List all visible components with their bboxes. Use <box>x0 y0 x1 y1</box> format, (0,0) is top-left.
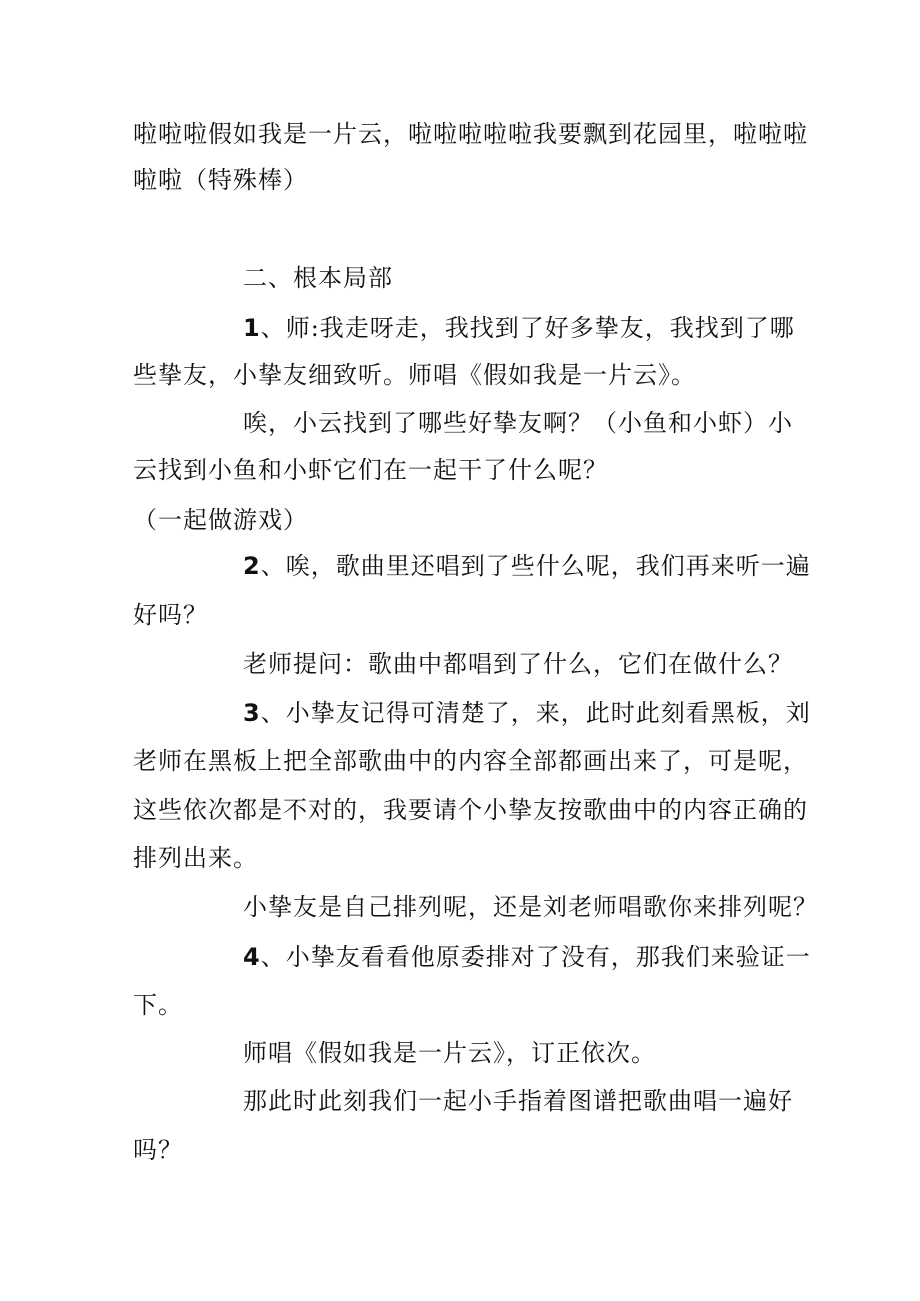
paragraph-line: 2、唉，歌曲里还唱到了些什么呢，我们再来听一遍 <box>243 552 811 580</box>
paragraph-line: 那此时此刻我们一起小手指着图谱把歌曲唱一遍好 <box>243 1087 793 1115</box>
item-number: 3 <box>243 699 261 727</box>
paragraph-line: （一起做游戏） <box>133 506 308 534</box>
paragraph-line: 这些依次都是不对的，我要请个小挚友按歌曲中的内容正确的 <box>133 796 808 824</box>
paragraph-line: 吗？ <box>133 1136 183 1164</box>
paragraph-line: 啦啦啦假如我是一片云，啦啦啦啦啦我要飘到花园里，啦啦啦 <box>133 120 808 148</box>
paragraph-line: 下。 <box>133 991 183 1019</box>
paragraph-line: 些挚友，小挚友细致听。师唱《假如我是一片云》。 <box>133 361 696 389</box>
item-number: 4 <box>243 943 261 971</box>
paragraph-line: 云找到小鱼和小虾它们在一起干了什么呢？ <box>133 456 608 484</box>
paragraph-line: 唉，小云找到了哪些好挚友啊？（小鱼和小虾）小 <box>243 409 793 437</box>
paragraph-line: 老师在黑板上把全部歌曲中的内容全部都画出来了，可是呢， <box>133 747 808 775</box>
paragraph-line: 老师提问：歌曲中都唱到了什么，它们在做什么？ <box>243 650 793 678</box>
item-number: 1 <box>243 314 261 342</box>
paragraph-line: 1、师:我走呀走，我找到了好多挚友，我找到了哪 <box>243 314 795 342</box>
paragraph-line: 啦啦（特殊棒） <box>133 166 308 194</box>
paragraph-line: 小挚友是自己排列呢，还是刘老师唱歌你来排列呢？ <box>243 893 818 921</box>
paragraph-line: 排列出来。 <box>133 844 258 872</box>
paragraph-line: 4、小挚友看看他原委排对了没有，那我们来验证一 <box>243 943 811 971</box>
paragraph-line: 好吗？ <box>133 601 208 629</box>
paragraph-line: 3、小挚友记得可清楚了，来，此时此刻看黑板，刘 <box>243 699 811 727</box>
item-number: 2 <box>243 552 261 580</box>
section-heading: 二、根本局部 <box>243 264 393 292</box>
paragraph-line: 师唱《假如我是一片云》，订正依次。 <box>243 1039 656 1067</box>
